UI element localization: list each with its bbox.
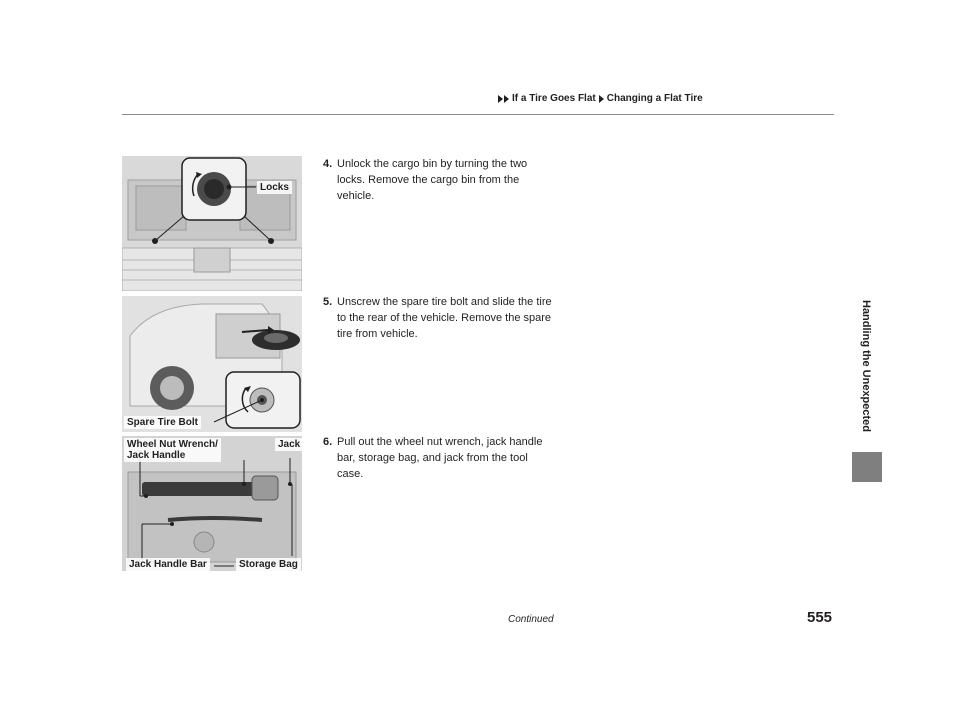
label-locks: Locks [257,181,292,194]
continued-label: Continued [508,614,554,625]
step-5 [323,294,555,342]
step-text: Unlock the cargo bin by turning the two locks. Remove the cargo bin from the vehicle. [337,158,528,202]
step-number: 5. [323,296,333,308]
breadcrumb-arrow-icon [599,95,604,103]
breadcrumb-arrow-icon [504,95,509,103]
label-storage-bag: Storage Bag [236,558,301,571]
label-wheel-nut-wrench-line1: Wheel Nut Wrench/ [127,439,218,450]
page-number: 555 [807,609,833,626]
step-4 [323,156,555,204]
step-number: 6. [323,436,333,448]
label-spare-tire-bolt: Spare Tire Bolt [124,416,201,429]
step-6 [323,434,555,482]
figure-tool-case [122,436,302,571]
figure-spare-tire-bolt [122,296,302,432]
step-text: Unscrew the spare tire bolt and slide the tire to the rear of the vehicle. Remove the spare tire from vehicle. [337,296,552,340]
side-tab-marker [852,452,882,482]
label-wheel-nut-wrench-line2: Jack Handle [127,450,186,461]
figure-cargo-bin-locks [122,156,302,291]
breadcrumb [498,93,703,104]
label-jack-handle-bar: Jack Handle Bar [126,558,210,571]
breadcrumb-item-changing-tire[interactable]: Changing a Flat Tire [606,93,703,104]
header-rule [122,114,834,115]
breadcrumb-item-flat-tire[interactable]: If a Tire Goes Flat [512,93,596,104]
label-wheel-nut-wrench [124,438,221,462]
breadcrumb-arrow-icon [498,95,503,103]
cargo-bin-illustration [122,156,302,291]
step-text: Pull out the wheel nut wrench, jack handle bar, storage bag, and jack from the tool case. [337,436,543,480]
step-number: 4. [323,158,333,170]
spare-tire-illustration [122,296,302,432]
side-tab-label: Handling the Unexpected [860,300,872,433]
label-jack: Jack [275,438,302,451]
